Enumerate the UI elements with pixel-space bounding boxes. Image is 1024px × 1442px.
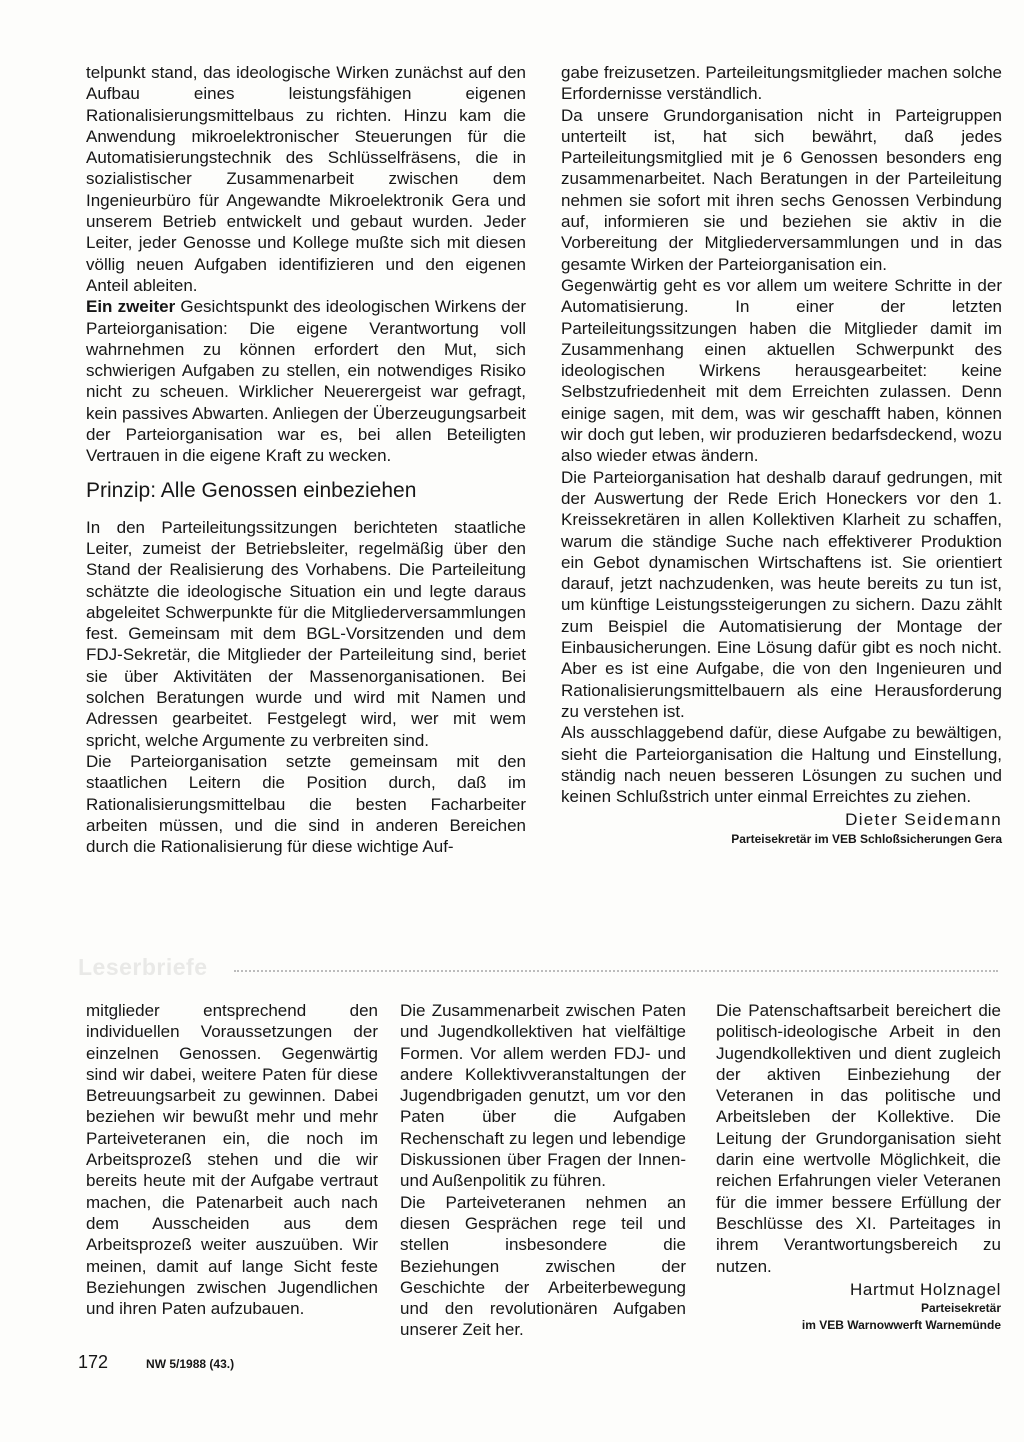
letter-paragraph: mitglieder entsprechend den individuellen Voraussetzungen der einzelnen Genossen. Gegenwärtig sind wir dabei, weitere Paten für diese Betreuungsarbeit zu gewinnen. Dabei beziehen wir bewußt mehr und mehr Parteiveteranen ein, die noch im Arbeitsprozeß stehen und die wir bereits heute mit der Aufgabe vertraut machen, die Patenarbeit auch nach dem Ausscheiden aus dem Arbeitsprozeß weiter auszuüben. Wir meinen, damit auf lange Sicht feste Beziehungen zwischen Jugendlichen und ihren Paten aufzubauen. bbox=[86, 1001, 378, 1319]
article-paragraph: Als ausschlaggebend dafür, diese Aufgabe zu bewältigen, sieht die Parteiorganisation die Haltung und Einstellung, ständig nach neuen besseren Lösungen zu suchen und keinen Schlußstrich unter einmal Erreichtes zu ziehen. bbox=[561, 723, 1002, 807]
article-paragraph: Gegenwärtig geht es vor allem um weitere Schritte in der Automatisierung. In einer der letzten Parteileitungssitzungen haben die Mitglieder damit im Zusammenhang einen aktuellen Schwerpunkt des ideologischen Wirkens herausgearbeitet: keine Selbstzufriedenheit mit dem Erreichten zulassen. Denn einige sagen, mit dem, was wir geschafft haben, können wir doch gut leben, wir produzieren bedarfsdeckend, wozu also wieder etwas ändern. bbox=[561, 275, 1002, 466]
letters-column-3 bbox=[716, 1000, 1001, 1334]
letters-column-1 bbox=[86, 1000, 378, 1319]
lead-in: Ein zweiter bbox=[86, 297, 176, 317]
letter-paragraph: Die Patenschaftsarbeit bereichert die politisch-ideologische Arbeit in den Jugendkollektiven und dient zugleich der aktiven Einbeziehung der Veteranen in das politische und Arbeitsleben der Kollektive. Die Leitung der Grundorganisation sieht darin eine wertvolle Möglichkeit, die reichen Erfahrungen vieler Veteranen für die immer bessere Erfüllung der Beschlüsse des XI. Parteitages in ihrem Verantwortungsbereich zu nutzen. bbox=[716, 1001, 1001, 1276]
author-affiliation: Parteisekretär bbox=[920, 1301, 1001, 1316]
article-paragraph: Die Parteiorganisation setzte gemeinsam mit den staatlichen Leitern die Position durch, daß im Rationalisierungsmittelbau die besten Facharbeiter arbeiten müssen, und die sind in anderen Bereichen durch die Rationalisierung für diese wichtige Auf- bbox=[86, 751, 526, 857]
article-paragraph bbox=[86, 296, 526, 466]
letters-column-2 bbox=[400, 1000, 686, 1341]
author-affiliation: Parteisekretär im VEB Schloßsicherungen Gera bbox=[731, 831, 1002, 846]
issue-reference: NW 5/1988 (43.) bbox=[146, 1357, 235, 1371]
author-affiliation: im VEB Warnowwerft Warnemünde bbox=[801, 1318, 1001, 1333]
section-heading: Prinzip: Alle Genossen einbeziehen bbox=[86, 478, 417, 502]
section-divider bbox=[234, 970, 998, 972]
author-signature: Hartmut Holznagel bbox=[850, 1279, 1001, 1299]
article-paragraph: In den Parteileitungssitzungen berichteten staatliche Leiter, zumeist der Betriebsleiter, regelmäßig über den Stand der Realisierung des Vorhabens. Die Parteileitung schätzte die ideologische Situation ein und legte daraus abgeleitet Schwerpunkte für die Mitgliederversammlungen fest. Gemeinsam mit dem BGL-Vorsitzenden und dem FDJ-Sekretär, die Mitglieder der Parteileitung sind, beriet sie über Aktivitäten der Massenorganisationen. Bei solchen Beratungen wurde und wird mit Namen und Adressen gearbeitet. Festgelegt wird, wer mit wem spricht, welche Argumente zu verbreiten sind. bbox=[86, 517, 526, 750]
section-label: Leserbriefe bbox=[78, 954, 208, 980]
page-number: 172 bbox=[78, 1352, 109, 1372]
article-paragraph: Da unsere Grundorganisation nicht in Parteigruppen unterteilt ist, hat sich bewährt, daß jedes Parteileitungsmitglied mit je 6 Genossen besonders eng zusammenarbeitet. Nach Beratungen in der Parteileitung nehmen sie sofort mit ihren sechs Genossen Verbindung auf, informieren sie und beziehen sie aktiv in die Vorbereitung der Mitgliederversammlungen und in das gesamte Wirken der Parteiorganisation ein. bbox=[561, 105, 1002, 274]
letter-paragraph: Die Zusammenarbeit zwischen Paten und Jugendkollektiven hat vielfältige Formen. Vor allem werden FDJ- und andere Kollektivveranstaltungen der Jugendbrigaden genutzt, um vor den Paten über die Aufgaben Rechenschaft zu legen und lebendige Diskussionen über Fragen der Innen- und Außenpolitik zu führen. bbox=[400, 1001, 686, 1191]
article-column-right bbox=[561, 62, 1002, 847]
article-paragraph: telpunkt stand, das ideologische Wirken zunächst auf den Aufbau eines leistungsfähigen eigenen Rationalisierungsmittelbaus zu richten. Hinzu kam die Anwendung mikroelektronischer Steuerungen für die Automatisierungstechnik des Schlüsselfräsens, die in sozialistischer Zusammenarbeit zwischen dem Ingenieurbüro für Angewandte Mikroelektronik Gera und unserem Betrieb entwickelt und gebaut wurden. Jeder Leiter, jeder Genosse und Kollege mußte sich mit diesen völlig neuen Aufgaben identifizieren und den eigenen Anteil ableiten. bbox=[86, 63, 526, 295]
article-paragraph: Die Parteiorganisation hat deshalb darauf gedrungen, mit der Auswertung der Rede Erich Honeckers vor den 1. Kreissekretären in allen Kollektiven Klarheit zu schaffen, warum die ständige Suche nach effektiverer Produktion ein Gebot dynamischen Wirtschaftens ist. Sie orientiert darauf, jetzt nachzudenken, was heute bereits zu tun ist, um künftige Leistungssteigerungen zu sichern. Dazu zählt zum Beispiel die Automatisierung der Montage der Einbausicherungen. Eine Lösung dafür gibt es noch nicht. Aber es ist eine Aufgabe, die von den Ingenieuren und Rationalisierungsmittelbauern als eine Herausforderung zu verstehen ist. bbox=[561, 467, 1002, 721]
page-footer bbox=[78, 1352, 234, 1373]
letter-paragraph: Die Parteiveteranen nehmen an diesen Gesprächen rege teil und stellen insbesondere die Beziehungen zwischen der Geschichte der Arbeiterbewegung und den revolutionären Aufgaben unserer Zeit her. bbox=[400, 1192, 686, 1340]
paragraph-text: Gesichtspunkt des ideologischen Wirkens der Parteiorganisation: Die eigene Verantwortung voll wahrnehmen zu können erfordert den Mut, sich schwierigen Aufgaben zu stellen, ein notwendiges Risiko nicht zu scheuen. Wirklicher Neuerergeist war gefragt, kein passives Abwarten. Anliegen der Überzeugungsarbeit der Parteiorganisation war es, bei allen Beteiligten Vertrauen in die eigene Kraft zu wecken. bbox=[86, 297, 526, 466]
article-paragraph: gabe freizusetzen. Parteileitungsmitglieder machen solche Erfordernisse verständlich. bbox=[561, 63, 1002, 104]
article-column-left bbox=[86, 62, 526, 857]
author-signature: Dieter Seidemann bbox=[845, 810, 1002, 830]
